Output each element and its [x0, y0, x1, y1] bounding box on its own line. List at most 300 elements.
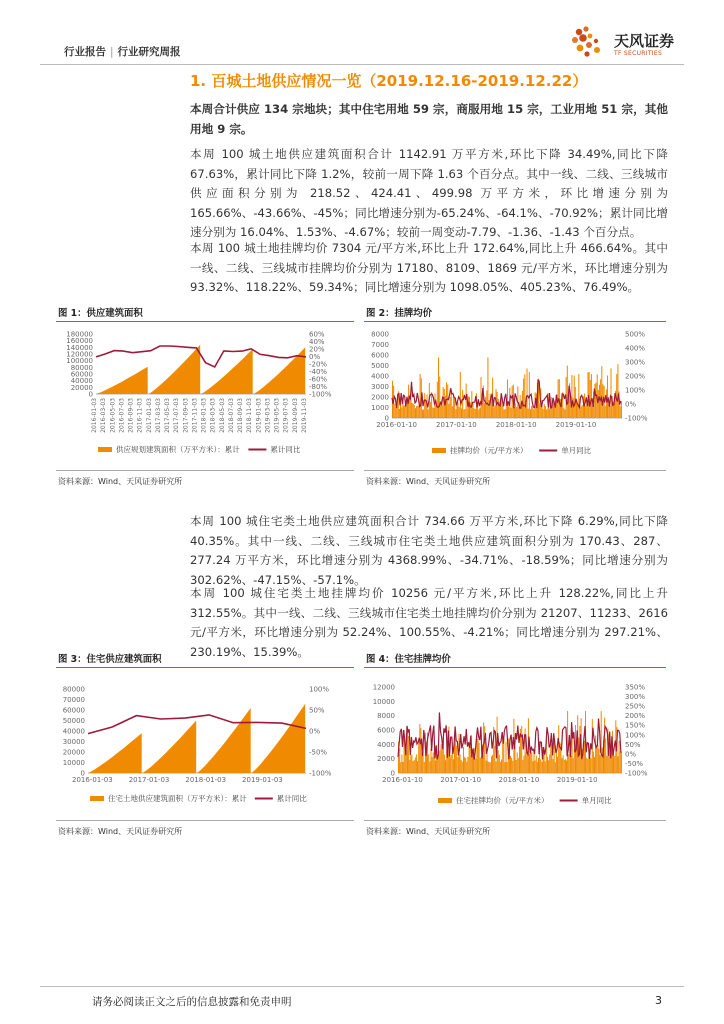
- residential-supply-paragraph: 本周 100 城住宅类土地供应建筑面积合计 734.66 万平方米,环比下降 6.29%,同比下降 40.35%。其中一线、二线、三线城市住宅类土地供应建筑面积分别为 170.43、287、277.24 万平方米，环比增速分别为 4368.99%、-34.71%、-18.59%；同比增速分别为 302.62%、-47.15%、-57.1%。: [190, 514, 668, 587]
- x-tick-label: 2017-05-03: [164, 398, 172, 433]
- price-bar: [518, 758, 519, 773]
- price-bar: [547, 408, 548, 418]
- cumulative-area: [197, 708, 251, 773]
- figure-4-label: 图 4：住宅挂牌均价: [366, 654, 451, 665]
- price-bar: [601, 711, 602, 773]
- price-bar: [590, 758, 591, 773]
- price-bar: [512, 386, 513, 418]
- price-bar: [587, 759, 588, 773]
- price-bar: [512, 761, 513, 773]
- price-bar: [619, 741, 620, 773]
- legend-label: 住宅挂牌均价（元/平方米）: [456, 796, 549, 805]
- summary-paragraph: 本周合计供应 134 宗地块；其中住宅用地 59 宗，商服用地 15 宗，工业用地 51 宗，其他用地 9 宗。: [190, 102, 668, 136]
- price-bar: [450, 757, 451, 773]
- price-bar: [474, 408, 475, 418]
- header-category: 行业报告: [64, 46, 106, 58]
- page-number: 3: [655, 994, 662, 1007]
- price-bar: [567, 366, 568, 418]
- y-right-tick-label: 0%: [625, 400, 637, 409]
- price-bar: [505, 409, 506, 418]
- price-bar: [533, 409, 534, 418]
- x-tick-label: 2016-05-03: [109, 398, 117, 433]
- price-bar: [444, 755, 445, 773]
- x-tick-label: 2018-01-10: [495, 421, 537, 429]
- legend-label: 累计同比: [270, 445, 301, 454]
- x-tick-label: 2016-03-03: [100, 398, 108, 433]
- price-bar: [418, 741, 419, 773]
- chart-residential-price-bars: [364, 673, 668, 815]
- y-left-tick-label: 4000: [371, 372, 389, 381]
- price-bar: [581, 407, 582, 418]
- price-bar: [415, 758, 416, 774]
- price-bar: [571, 756, 572, 773]
- price-bar: [470, 402, 471, 418]
- price-bar: [555, 762, 556, 773]
- y-right-tick-label: 50%: [625, 740, 641, 749]
- price-bar: [507, 380, 508, 419]
- x-tick-label: 2017-01-03: [145, 398, 153, 433]
- price-bar: [501, 760, 502, 774]
- price-bar: [458, 403, 459, 419]
- y-right-tick-label: -50%: [309, 748, 328, 757]
- price-bar: [620, 752, 621, 773]
- price-bar: [606, 389, 607, 418]
- y-right-tick-label: -100%: [309, 390, 332, 399]
- price-bar: [454, 397, 455, 418]
- price-bar: [616, 374, 617, 418]
- price-bar: [572, 733, 573, 773]
- price-bar: [578, 374, 579, 418]
- price-bar: [401, 755, 402, 774]
- y-left-tick-label: 80000: [62, 685, 85, 694]
- header-subcategory: 行业研究周报: [117, 46, 181, 58]
- y-right-tick-label: 0%: [309, 727, 321, 736]
- y-right-tick-label: 100%: [309, 685, 330, 694]
- y-left-tick-label: 40000: [62, 727, 85, 736]
- price-bar: [530, 409, 531, 418]
- figure-4-source: 资料来源：Wind、天风证券研究所: [366, 827, 491, 836]
- x-tick-label: 2016-01-10: [376, 421, 417, 429]
- y-right-tick-label: 100%: [625, 731, 646, 740]
- x-tick-label: 2019-09-03: [291, 398, 299, 433]
- yoy-line: [88, 715, 306, 734]
- price-bar: [498, 750, 499, 773]
- figure-4-bottom-rule: [364, 820, 666, 821]
- footer-divider: [40, 986, 684, 987]
- price-bar: [462, 390, 463, 418]
- price-bar: [539, 403, 540, 418]
- x-tick-label: 2017-07-03: [173, 398, 181, 433]
- x-tick-label: 2016-01-03: [91, 398, 98, 433]
- price-bar: [479, 743, 480, 773]
- x-tick-label: 2018-01-10: [498, 776, 540, 784]
- price-bar: [420, 374, 421, 418]
- price-bar: [511, 758, 512, 773]
- legend-swatch-area: [98, 447, 112, 452]
- price-bar: [522, 760, 523, 773]
- price-bar: [532, 761, 533, 773]
- price-bar: [399, 748, 400, 773]
- price-bar: [493, 407, 494, 418]
- y-left-tick-label: 10000: [372, 697, 395, 706]
- price-bar: [481, 756, 482, 773]
- price-bar: [500, 762, 501, 773]
- figure-2-rule: [364, 321, 666, 322]
- price-bar: [567, 711, 568, 773]
- price-bar: [394, 404, 395, 418]
- price-bar: [519, 407, 520, 418]
- price-bar: [485, 397, 486, 418]
- logo-text: 天风证券: [614, 32, 675, 50]
- price-bar: [409, 398, 410, 418]
- price-bar: [549, 754, 550, 773]
- y-left-tick-label: 7000: [371, 341, 389, 349]
- x-tick-label: 2018-01-03: [200, 398, 208, 433]
- price-bar: [582, 405, 583, 418]
- price-bar: [415, 408, 416, 418]
- y-left-tick-label: 8000: [377, 712, 395, 721]
- section-title: 1. 百城土地供应情况一览（2019.12.16-2019.12.22）: [190, 72, 588, 90]
- legend-label: 单月同比: [581, 796, 612, 805]
- y-left-tick-label: 6000: [371, 351, 389, 360]
- y-left-tick-label: 5000: [371, 362, 389, 370]
- price-bar: [460, 755, 461, 774]
- price-bar: [466, 384, 467, 418]
- price-bar: [537, 762, 538, 773]
- price-bar: [461, 760, 462, 773]
- cumulative-area: [143, 721, 197, 774]
- price-bar: [484, 403, 485, 418]
- price-bar: [410, 755, 411, 773]
- price-bar: [499, 755, 500, 773]
- price-bar: [523, 756, 524, 773]
- price-bar: [556, 753, 557, 773]
- price-bar: [466, 762, 467, 773]
- price-bar: [491, 756, 492, 773]
- price-bar: [529, 754, 530, 773]
- figure-2-bottom-rule: [364, 470, 666, 471]
- price-bar: [517, 752, 518, 773]
- price-bar: [395, 407, 396, 418]
- y-left-tick-label: 1000: [371, 404, 389, 412]
- x-tick-label: 2017-01-10: [436, 421, 477, 429]
- y-right-tick-label: 500%: [625, 330, 646, 339]
- price-bar: [492, 755, 493, 773]
- price-bar: [435, 394, 436, 419]
- price-bar: [519, 746, 520, 773]
- price-bar: [528, 409, 529, 418]
- price-bar: [416, 754, 417, 773]
- x-tick-label: 2016-11-03: [136, 398, 144, 433]
- price-bar: [453, 396, 454, 418]
- price-bar: [431, 748, 432, 773]
- price-bar: [487, 358, 488, 419]
- price-bar: [589, 372, 590, 418]
- price-bar: [586, 758, 587, 773]
- y-left-tick-label: 60000: [62, 706, 85, 715]
- y-left-tick-label: 0: [88, 390, 93, 399]
- price-bar: [420, 728, 421, 773]
- price-bar: [585, 406, 586, 418]
- price-bar: [523, 379, 524, 419]
- price-bar: [447, 385, 448, 418]
- figure-1-source: 资料来源：Wind、天风证券研究所: [58, 477, 183, 486]
- y-right-tick-label: -50%: [625, 759, 644, 768]
- y-right-tick-label: 50%: [309, 706, 325, 715]
- x-tick-label: 2019-11-03: [301, 398, 308, 433]
- y-right-tick-label: 60%: [309, 330, 325, 339]
- legend-swatch-area: [90, 796, 104, 801]
- x-tick-label: 2019-01-03: [255, 398, 263, 433]
- price-bar: [432, 408, 433, 419]
- price-bar: [577, 405, 578, 418]
- price-bar: [494, 746, 495, 773]
- price-bar: [547, 757, 548, 773]
- price-bar: [414, 760, 415, 773]
- price-bar: [534, 752, 535, 773]
- price-bar: [568, 754, 569, 773]
- y-left-tick-label: 6000: [377, 726, 395, 735]
- price-bar: [602, 748, 603, 774]
- price-bar: [574, 749, 575, 773]
- price-bar: [504, 410, 505, 419]
- price-bar: [435, 760, 436, 773]
- price-bar: [527, 369, 528, 419]
- price-bar: [515, 746, 516, 773]
- price-bar: [480, 758, 481, 773]
- figure-2-label: 图 2：挂牌均价: [366, 308, 433, 319]
- price-bar: [441, 405, 442, 418]
- price-bar: [621, 752, 622, 774]
- price-bar: [441, 744, 442, 773]
- price-bar: [403, 762, 404, 773]
- price-bar: [413, 404, 414, 418]
- chart-supply-area: [56, 326, 356, 461]
- price-bar: [408, 736, 409, 773]
- price-bar: [538, 758, 539, 773]
- price-bar: [462, 762, 463, 773]
- price-bar: [489, 762, 490, 773]
- legend-label: 住宅土地供应建筑面积（万平方米）：累计: [108, 794, 247, 803]
- y-left-tick-label: 160000: [66, 337, 93, 346]
- price-bar: [611, 368, 612, 418]
- price-bar: [535, 760, 536, 773]
- price-bar: [464, 409, 465, 418]
- price-bar: [472, 756, 473, 773]
- price-bar: [495, 762, 496, 774]
- price-bar: [431, 392, 432, 418]
- price-bar: [543, 409, 544, 418]
- y-right-tick-label: 300%: [625, 693, 646, 702]
- price-bar: [445, 760, 446, 773]
- legend-label: 供应规划建筑面积（万平方米）：累计: [116, 445, 240, 454]
- footer-disclaimer: 请务必阅读正文之后的信息披露和免责申明: [92, 996, 292, 1008]
- price-bar: [540, 759, 541, 773]
- price-bar: [485, 760, 486, 773]
- price-bar: [574, 376, 575, 418]
- price-bar: [442, 746, 443, 773]
- x-tick-label: 2017-01-03: [128, 776, 170, 784]
- price-bar: [557, 757, 558, 773]
- price-bar: [507, 762, 508, 773]
- y-left-tick-label: 180000: [66, 330, 93, 339]
- price-bar: [621, 402, 622, 419]
- price-bar: [541, 762, 542, 773]
- price-bar: [594, 757, 595, 773]
- x-tick-label: 2017-11-03: [191, 398, 199, 433]
- legend-swatch-area: [438, 798, 452, 803]
- y-right-tick-label: 150%: [625, 721, 646, 730]
- x-tick-label: 2019-01-10: [556, 776, 598, 784]
- price-bar: [599, 749, 600, 773]
- price-bar: [419, 406, 420, 418]
- price-bar: [527, 755, 528, 773]
- price-bar: [465, 758, 466, 773]
- price-bar: [566, 761, 567, 774]
- price-bar: [467, 408, 468, 418]
- price-bar: [601, 366, 602, 418]
- price-bar: [432, 757, 433, 773]
- price-bar: [416, 406, 417, 418]
- y-right-tick-label: 200%: [625, 712, 646, 721]
- price-bar: [510, 408, 511, 418]
- price-bar: [424, 762, 425, 773]
- price-bar: [548, 760, 549, 773]
- price-bar: [400, 762, 401, 773]
- price-bar: [455, 409, 456, 418]
- price-bar: [565, 409, 566, 418]
- price-bar: [614, 756, 615, 773]
- price-bar: [516, 407, 517, 418]
- price-bar: [531, 752, 532, 773]
- y-left-tick-label: 20000: [70, 383, 93, 392]
- price-bar: [417, 406, 418, 419]
- y-left-tick-label: 8000: [371, 330, 389, 339]
- price-bar: [605, 738, 606, 773]
- price-bar: [553, 759, 554, 773]
- cumulative-area: [88, 733, 142, 773]
- price-bar: [545, 761, 546, 773]
- header-divider: [40, 64, 684, 65]
- price-bar: [550, 744, 551, 773]
- price-bar: [430, 402, 431, 418]
- price-bar: [544, 404, 545, 418]
- y-left-tick-label: 100000: [66, 357, 93, 366]
- price-bar: [405, 405, 406, 418]
- price-bar: [617, 364, 618, 418]
- x-tick-label: 2018-03-03: [209, 398, 217, 433]
- price-bar: [477, 406, 478, 418]
- y-right-tick-label: -100%: [309, 769, 332, 778]
- y-left-tick-label: 20000: [62, 748, 85, 757]
- price-bar: [489, 400, 490, 418]
- price-bar: [463, 747, 464, 773]
- price-bar: [565, 759, 566, 773]
- supply-paragraph: 本周 100 城土地供应建筑面积合计 1142.91 万平方米,环比下降 34.49%,同比下降 67.63%，累计同比下降 1.2%，较前一周下降 1.63 个百分点。其中一线、二线、三线城市供应面积分别为 218.52、424.41、499.98 万平方米，环比增速分别为 165.66%、-43.66%、-45%；同比增速分别为-65.24%、-64.1%、-70.92%；累计同比增速分别为 16.04%、1.53%、-4.67%；较前一周变动-7.79、-1.36、-1.43 个百分点。: [190, 147, 668, 239]
- price-bar: [411, 755, 412, 773]
- price-bar: [439, 377, 440, 419]
- price-bar: [521, 726, 522, 773]
- y-right-tick-label: 0%: [625, 750, 637, 759]
- cumulative-area: [201, 349, 253, 394]
- price-bar: [437, 382, 438, 418]
- x-tick-label: 2018-01-03: [185, 776, 227, 784]
- price-bar: [487, 751, 488, 773]
- price-bar: [516, 760, 517, 773]
- price-bar: [413, 761, 414, 773]
- price-bar: [591, 374, 592, 418]
- price-bar: [453, 759, 454, 773]
- price-bar: [593, 752, 594, 774]
- price-bar: [424, 393, 425, 418]
- cumulative-area: [252, 704, 306, 773]
- figure-1-bottom-rule: [56, 470, 354, 471]
- price-bar: [436, 405, 437, 418]
- y-left-tick-label: 120000: [66, 350, 93, 359]
- y-right-tick-label: -100%: [625, 769, 648, 778]
- legend-label: 单月同比: [561, 446, 592, 455]
- price-bar: [460, 372, 461, 418]
- price-bar: [563, 408, 564, 418]
- price-bar: [433, 753, 434, 774]
- x-tick-label: 2018-11-03: [246, 398, 254, 433]
- price-bar: [404, 406, 405, 418]
- price-bar: [461, 409, 462, 419]
- y-right-tick-label: 400%: [625, 344, 646, 353]
- y-right-tick-label: 200%: [625, 372, 646, 381]
- residential-price-paragraph: 本周 100 城住宅类土地挂牌均价 10256 元/平方米,环比上升 128.22%,同比上升 312.55%。其中一线、二线、三线城市住宅类土地挂牌均价分别为 21207、11233、2616 元/平方米，环比增速分别为 52.24%、100.55%、-4.21%；同比增速分别为 297.21%、230.19%、15.39%。: [190, 586, 668, 659]
- report-header: 行业报告 | 行业研究周报: [64, 46, 181, 58]
- price-bar: [475, 758, 476, 773]
- cumulative-area: [96, 367, 148, 394]
- price-bar: [475, 409, 476, 418]
- y-right-tick-label: 0%: [309, 353, 321, 361]
- price-bar: [598, 390, 599, 418]
- legend-swatch-area: [432, 448, 446, 453]
- price-bar: [479, 408, 480, 418]
- x-tick-label: 2016-01-10: [382, 776, 423, 784]
- price-bar: [510, 756, 511, 773]
- y-left-tick-label: 3000: [371, 383, 389, 391]
- y-left-tick-label: 70000: [62, 696, 85, 704]
- price-bar: [407, 732, 408, 773]
- price-bar: [457, 757, 458, 773]
- y-left-tick-label: 0: [390, 769, 395, 778]
- y-left-tick-label: 40000: [70, 377, 93, 386]
- price-bar: [596, 383, 597, 418]
- price-bar: [600, 755, 601, 773]
- price-bar: [558, 725, 559, 773]
- logo-subtext: TF SECURITIES: [614, 50, 663, 57]
- y-right-tick-label: 40%: [309, 338, 325, 346]
- price-bar: [596, 746, 597, 773]
- y-right-tick-label: 250%: [625, 702, 646, 711]
- price-bar: [445, 396, 446, 418]
- figure-4-rule: [364, 667, 666, 668]
- price-bar: [573, 758, 574, 773]
- figure-2-source: 资料来源：Wind、天风证券研究所: [366, 477, 491, 486]
- price-bar: [502, 405, 503, 418]
- x-tick-label: 2016-07-03: [118, 398, 126, 433]
- price-bar: [506, 742, 507, 773]
- chart-price-bars: [364, 326, 668, 461]
- price-bar: [419, 724, 420, 773]
- price-bar: [443, 387, 444, 418]
- price-bar: [439, 750, 440, 773]
- figure-3-rule: [56, 667, 354, 668]
- price-bar: [399, 409, 400, 418]
- price-bar: [412, 403, 413, 418]
